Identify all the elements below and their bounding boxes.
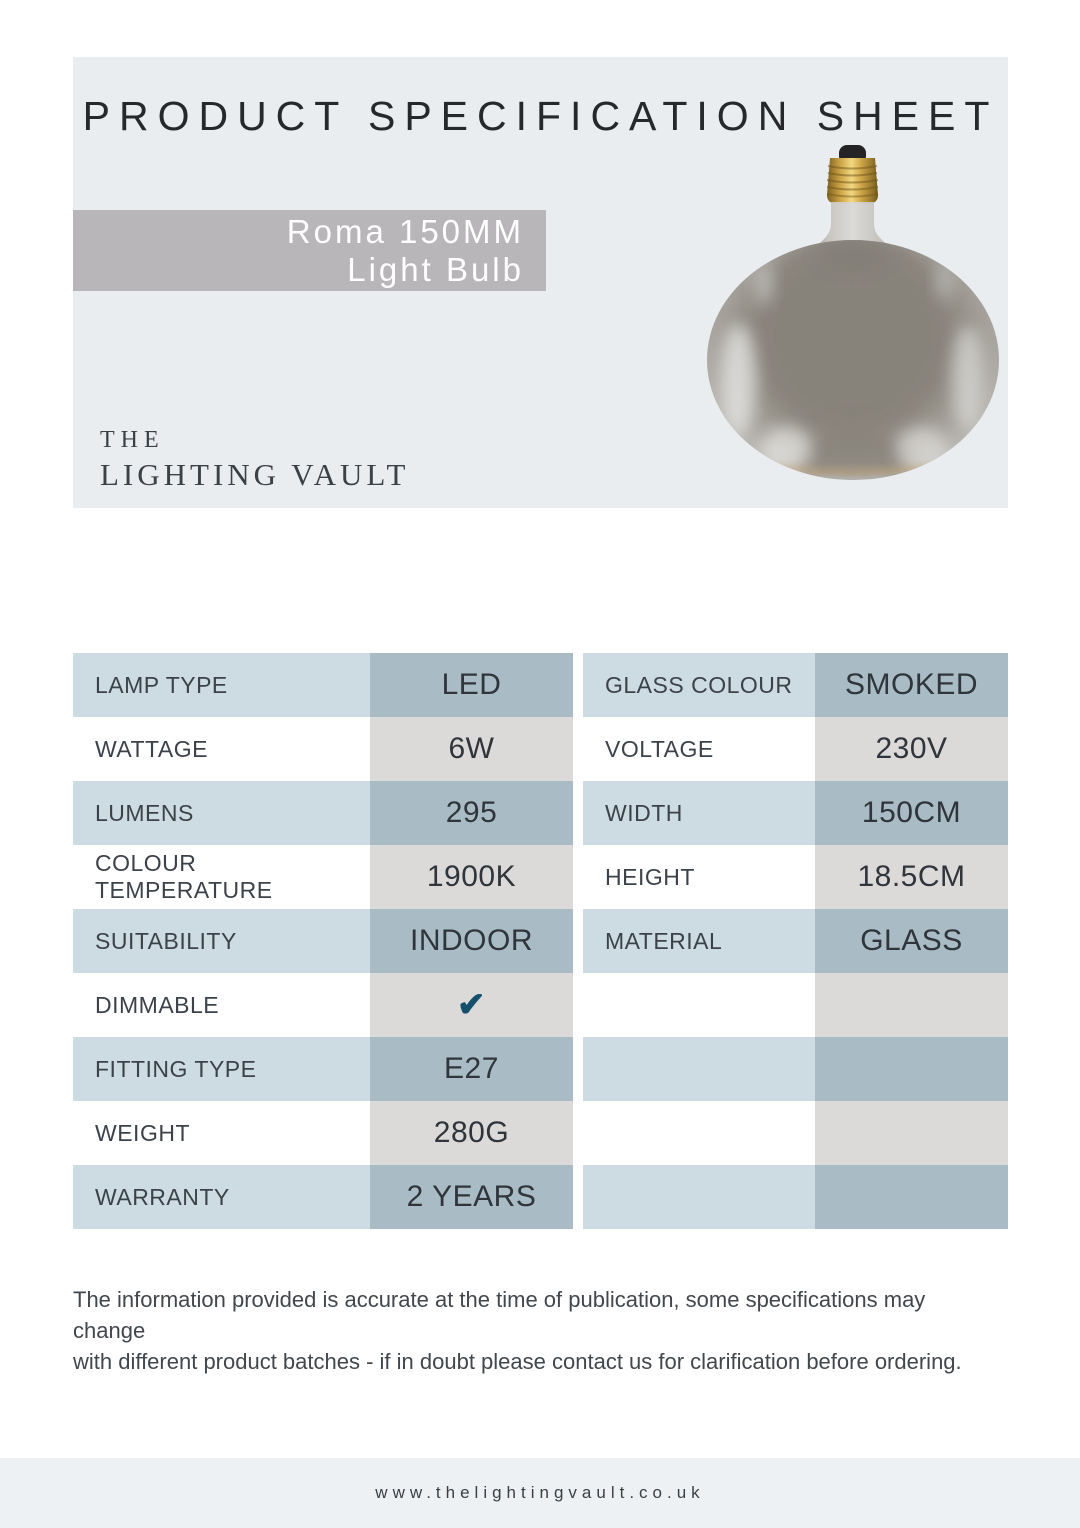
spec-label: SUITABILITY bbox=[73, 909, 370, 973]
spec-value: 18.5CM bbox=[815, 845, 1008, 909]
spec-label: VOLTAGE bbox=[583, 717, 815, 781]
spec-label: WARRANTY bbox=[73, 1165, 370, 1229]
spec-value: 6W bbox=[370, 717, 573, 781]
spec-label: LUMENS bbox=[73, 781, 370, 845]
spec-value bbox=[815, 1165, 1008, 1229]
spec-value: 280G bbox=[370, 1101, 573, 1165]
spec-row bbox=[73, 1101, 573, 1165]
spec-value: 2 YEARS bbox=[370, 1165, 573, 1229]
spec-value: SMOKED bbox=[815, 653, 1008, 717]
spec-row bbox=[583, 781, 1008, 845]
spec-row bbox=[73, 717, 573, 781]
spec-label: LAMP TYPE bbox=[73, 653, 370, 717]
page-title: PRODUCT SPECIFICATION SHEET bbox=[82, 93, 999, 139]
spec-row bbox=[73, 1037, 573, 1101]
dimmable-check-icon: ✔ bbox=[370, 973, 573, 1037]
spec-label bbox=[583, 1165, 815, 1229]
brand-logo bbox=[100, 427, 409, 493]
product-photo-smoked-globe-bulb-image bbox=[698, 132, 1008, 494]
spec-value: LED bbox=[370, 653, 573, 717]
disclaimer-line2: with different product batches - if in doubt please contact us for clarification before ordering. bbox=[73, 1349, 962, 1374]
brand-logo-the: THE bbox=[100, 427, 165, 453]
spec-row bbox=[583, 1165, 1008, 1229]
spec-value: 230V bbox=[815, 717, 1008, 781]
spec-label: HEIGHT bbox=[583, 845, 815, 909]
spec-value bbox=[815, 1101, 1008, 1165]
spec-row bbox=[583, 717, 1008, 781]
spec-label: MATERIAL bbox=[583, 909, 815, 973]
spec-row bbox=[73, 973, 573, 1037]
product-name-line2: Light Bulb bbox=[347, 251, 524, 288]
footer-bar bbox=[0, 1458, 1080, 1528]
disclaimer-text bbox=[73, 1284, 973, 1377]
spec-row bbox=[583, 1037, 1008, 1101]
spec-label bbox=[583, 1101, 815, 1165]
spec-row bbox=[583, 973, 1008, 1037]
header-section bbox=[73, 57, 1008, 508]
disclaimer-line1: The information provided is accurate at the time of publication, some specifications may change bbox=[73, 1287, 926, 1343]
spec-label bbox=[583, 973, 815, 1037]
spec-value: INDOOR bbox=[370, 909, 573, 973]
spec-row bbox=[73, 781, 573, 845]
spec-label: GLASS COLOUR bbox=[583, 653, 815, 717]
spec-label bbox=[583, 1037, 815, 1101]
spec-value bbox=[815, 973, 1008, 1037]
spec-value: 150CM bbox=[815, 781, 1008, 845]
product-name-line1: Roma 150MM bbox=[286, 213, 524, 250]
product-name-banner bbox=[73, 210, 546, 291]
spec-label: DIMMABLE bbox=[73, 973, 370, 1037]
spec-row bbox=[583, 909, 1008, 973]
spec-table-left bbox=[73, 653, 573, 1229]
spec-value bbox=[815, 1037, 1008, 1101]
spec-label: WEIGHT bbox=[73, 1101, 370, 1165]
spec-row bbox=[583, 845, 1008, 909]
spec-row bbox=[73, 1165, 573, 1229]
spec-label: FITTING TYPE bbox=[73, 1037, 370, 1101]
spec-row bbox=[583, 1101, 1008, 1165]
spec-value: 1900K bbox=[370, 845, 573, 909]
spec-label: COLOUR TEMPERATURE bbox=[73, 845, 370, 909]
spec-label: WATTAGE bbox=[73, 717, 370, 781]
spec-value: GLASS bbox=[815, 909, 1008, 973]
spec-value: E27 bbox=[370, 1037, 573, 1101]
website-url: www.thelightingvault.co.uk bbox=[375, 1483, 705, 1502]
spec-row bbox=[73, 909, 573, 973]
brand-logo-main: LIGHTING VAULT bbox=[100, 457, 410, 492]
spec-table-right bbox=[583, 653, 1008, 1229]
spec-row bbox=[73, 653, 573, 717]
spec-value: 295 bbox=[370, 781, 573, 845]
spec-row bbox=[73, 845, 573, 909]
spec-row bbox=[583, 653, 1008, 717]
spec-label: WIDTH bbox=[583, 781, 815, 845]
